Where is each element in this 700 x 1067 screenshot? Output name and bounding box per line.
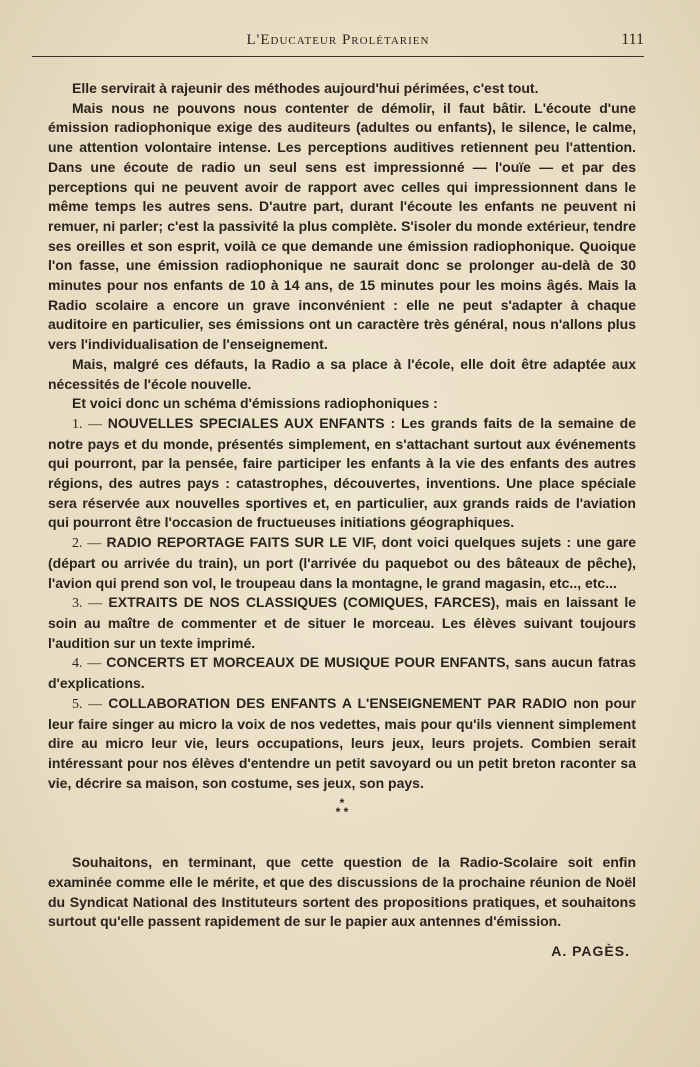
item-number: 4. — [72, 656, 102, 672]
separator-text: * * * [335, 796, 349, 820]
section-separator [48, 796, 636, 820]
author-signature: A. PAGÈS. [551, 943, 630, 960]
paragraph-1: Elle servirait à rajeunir des méthodes aujourd'hui périmées, c'est tout. [72, 80, 539, 96]
paragraph-4: Et voici donc un schéma d'émissions radiophoniques : [72, 395, 438, 412]
item-number: 5. — [72, 696, 103, 712]
list-item [48, 694, 636, 794]
list-item [48, 414, 636, 533]
item-number: 3. — [72, 596, 103, 612]
list-item [48, 593, 636, 653]
item-heading: EXTRAITS DE NOS CLASSIQUES (COMIQUES, FARCES), [108, 594, 500, 611]
item-text: Les grands faits de la semaine de notre pays et du monde, présentés simplement, en s'attachant surtout aux événements qui pourront, par la pensée, faire participer les enfants à la vie des enfants des autres régions, des autres pays : catastrophes, découvertes, inventions. Une place spéciale sera réservée aux nouvelles sportives et, en particulier, aux grands raids de l'aviation qui pourront être l'occasion de fructueuses initiations géographiques. [48, 414, 636, 531]
item-number: 1. — [72, 416, 102, 432]
item-text: mais en laissant le soin au maître de commenter et de situer le morceau. Les élèves suivant toujours l'audition sur un texte imprimé. [48, 594, 637, 651]
item-heading: NOUVELLES SPECIALES AUX ENFANTS : [107, 414, 396, 431]
item-heading: COLLABORATION DES ENFANTS A L'ENSEIGNEMENT PAR RADIO [108, 694, 568, 711]
paragraph-3: Mais, malgré ces défauts, la Radio a sa place à l'école, elle doit être adaptée aux nécessités de l'école nouvelle. [48, 355, 636, 392]
list-item [48, 533, 636, 593]
article-body [48, 79, 636, 962]
running-title: L'Educateur Prolétarien [246, 32, 430, 48]
item-heading: RADIO REPORTAGE FAITS SUR LE VIF, [106, 534, 377, 551]
item-number: 2. — [72, 536, 102, 552]
conclusion-paragraph: Souhaitons, en terminant, que cette question de la Radio-Scolaire soit enfin examinée comme elle le mérite, et que des discussions de la prochaine réunion de Noël du Syndicat National des Instituteurs sortent des propositions pratiques, et souhaitons surtout qu'elle passent rapidement de sur le papier aux antennes d'émission. [48, 854, 636, 930]
list-item [48, 653, 636, 693]
item-text: dont voici quelques sujets : une gare (départ ou arrivée du train), un port (l'arrivée du paquebot ou des bâteaux de pêche), l'avion qui prend son vol, le troupeau dans la montagne, le grand magasin, etc.., etc... [48, 534, 637, 591]
paragraph-2: Mais nous ne pouvons nous contenter de démolir, il faut bâtir. L'écoute d'une émission radiophonique exige des auditeurs (adultes ou enfants), le silence, le calme, une attention volontaire intense. Les perceptions auditives retiennent peu l'attention. Dans une écoute de radio un seul sens est impressionné — l'ouïe — et par des perceptions qui ne peuvent avoir de rapport avec celles qui impressionnent dans le même temps les autres sens. D'autre part, durant l'écoute les enfants ne peuvent ni remuer, ni parler; c'est la passivité la plus complète. S'isoler du monde extérieur, tendre ses oreilles et son esprit, voilà ce que demande une émission radiophonique. Quoique l'on fasse, une émission radiophonique ne saurait donc se prolonger au-delà de 30 minutes pour nos enfants de 10 à 14 ans, de 15 minutes pour les moins âgés. Mais la Radio scolaire a encore un grave inconvénient : elle ne peut s'adapter à chaque auditoire en particulier, ses émissions ont un caractère très général, nous n'allons plus vers l'individualisation de l'enseignement. [48, 99, 636, 353]
item-text: sans aucun fatras d'explications. [48, 654, 636, 692]
page-number: 111 [621, 31, 644, 48]
page-header [32, 30, 644, 57]
item-heading: CONCERTS ET MORCEAUX DE MUSIQUE POUR ENFANTS, [106, 654, 510, 671]
item-text: non pour leur faire singer au micro la voix de nos vedettes, mais pour qu'ils viennent simplement dire au micro leur vie, leurs occupations, leurs jeux, leurs projets. Combien serait intéressant pour nos élèves d'entendre un petit savoyard ou un petit breton raconter sa vie, décrire sa maison, son costume, ses jeux, son pays. [48, 694, 637, 791]
